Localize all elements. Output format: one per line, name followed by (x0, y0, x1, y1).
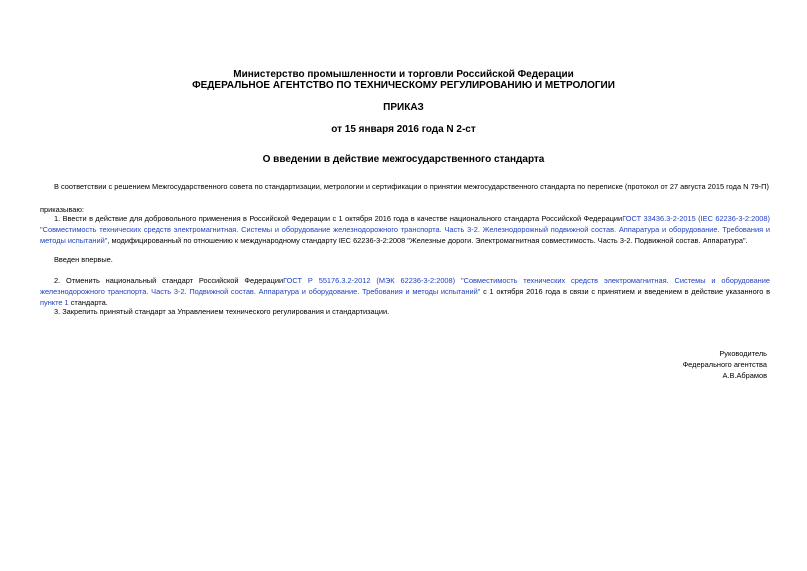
item-1-prefix: 1. Ввести в действие для добровольного применения в Российской Федерации с 1 октября 2016 года в качестве национального стандарта Российской Федерации (54, 214, 623, 223)
order-word: приказываю: (40, 205, 84, 214)
signature-name: А.В.Абрамов (722, 371, 767, 380)
item-1-paragraph (40, 214, 770, 246)
agency-title: ФЕДЕРАЛЬНОЕ АГЕНТСТВО ПО ТЕХНИЧЕСКОМУ РЕГУЛИРОВАНИЮ И МЕТРОЛОГИИ (192, 80, 615, 91)
introduced-first-note: Введен впервые. (54, 255, 113, 264)
intro-paragraph: В соответствии с решением Межгосударственного совета по стандартизации, метрологии и сертификации о принятии межгосударственного стандарта по переписке (протокол от 27 августа 2015 года N 79-П) (54, 182, 769, 191)
item-1-suffix: , модифицированный по отношению к международному стандарту IEC 62236-3-2:2008 "Железные дороги. Электромагнитная совместимость. Часть 3-2. Подвижной состав. Аппаратура". (107, 235, 748, 245)
ministry-title: Министерство промышленности и торговли Российской Федерации (233, 69, 574, 80)
gost-33436-link[interactable]: ГОСТ 33436.3-2-2015 (IEC 62236-3-2:2008) "Совместимость технических средств электромагнитная. Системы и оборудование железнодорожного транспорта. Часть 3-2. Железнодорожный подвижной состав. Аппаратура и оборудование. Требования и методы испытаний" (40, 214, 770, 245)
document-date-number: от 15 января 2016 года N 2-ст (331, 124, 476, 135)
item-1-reference-link[interactable]: пункте 1 (40, 297, 69, 307)
signature-role: Руководитель (719, 349, 767, 358)
gost-r-55176-link[interactable]: ГОСТ Р 55176.3.2-2012 (МЭК 62236-3-2:2008) "Совместимость технических средств электромагнитная. Системы и оборудование железнодорожного транспорта. Часть 3-2. Подвижной состав. Аппаратура и оборудование. Требования и методы испытаний" (40, 276, 771, 296)
item-2-mid: с 1 октября 2016 года в связи с принятием и введением в действие указанного в (480, 286, 771, 296)
item-3-paragraph: 3. Закрепить принятый стандарт за Управлением технического регулирования и стандартизации. (54, 307, 390, 316)
item-2-paragraph (40, 276, 770, 308)
document-type: ПРИКАЗ (383, 102, 424, 113)
item-2-suffix: стандарта. (68, 297, 108, 307)
signature-org: Федерального агентства (682, 360, 767, 369)
document-subject: О введении в действие межгосударственного стандарта (262, 154, 545, 165)
item-2-prefix: 2. Отменить национальный стандарт Российской Федерации (54, 276, 284, 285)
